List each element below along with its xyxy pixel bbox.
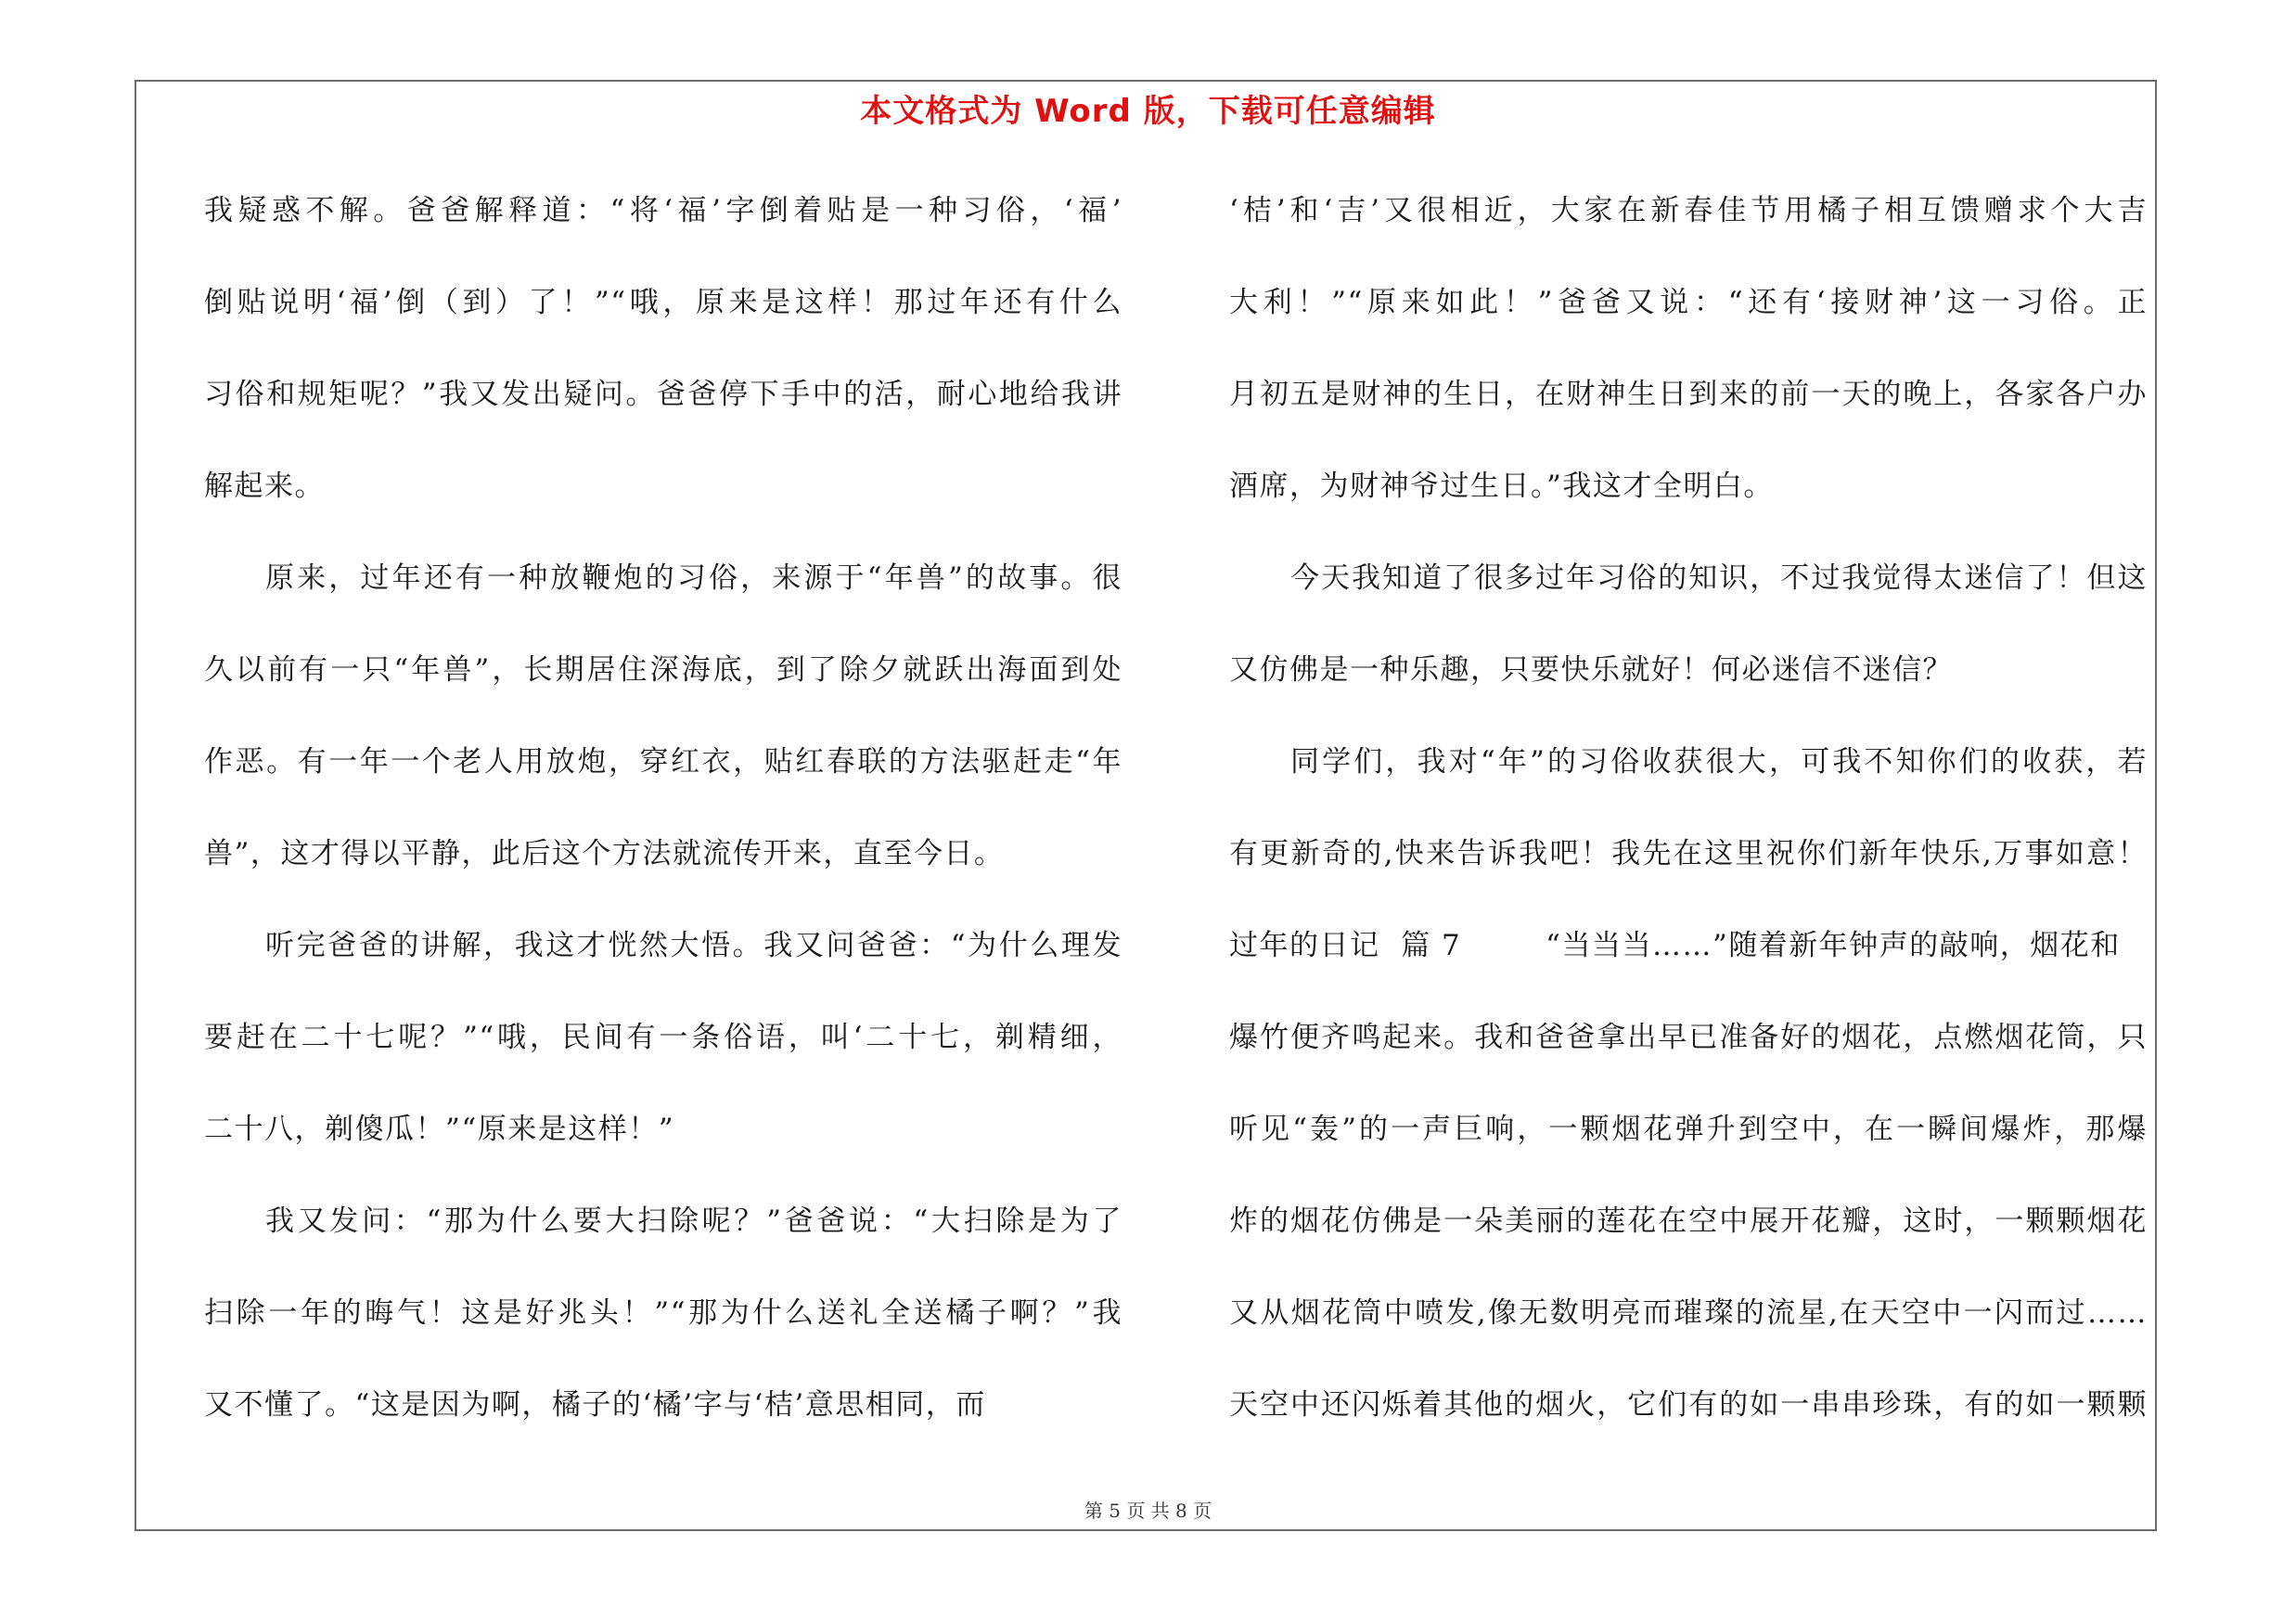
right-column [1229,165,2148,1451]
text-line: 作恶。有一年一个老人用放炮，穿红衣，贴红春联的方法驱赶走“年 [204,745,1122,779]
text-line: 同学们，我对“年”的习俗收获很大，可我不知你们的收获，若 [1290,745,2148,779]
text-line: 有更新奇的,快来告诉我吧！我先在这里祝你们新年快乐,万事如意！ [1229,837,2148,870]
text-line: 今天我知道了很多过年习俗的知识，不过我觉得太迷信了！但这 [1290,561,2148,595]
text-line: 酒席，为财神爷过生日。”我这才全明白。 [1229,470,1774,503]
text-line: 爆竹便齐鸣起来。我和爸爸拿出早已准备好的烟花，点燃烟花筒，只 [1229,1021,2148,1054]
text-line: 兽”，这才得以平静，此后这个方法就流传开来，直至今日。 [204,837,1005,870]
text-line: 又仿佛是一种乐趣，只要快乐就好！何必迷信不迷信？ [1229,653,1953,687]
text-line: 我又发问：“那为什么要大扫除呢？”爸爸说：“大扫除是为了 [265,1204,1122,1238]
page-indicator: 第 5 页 共 8 页 [1084,1500,1212,1522]
text-line: 解起来。 [204,470,325,503]
text-line: 习俗和规矩呢？”我又发出疑问。爸爸停下手中的活，耐心地给我讲 [204,378,1122,411]
section-heading-line: 过年的日记 篇 7 “当当当……”随着新年钟声的敲响，烟花和 [1229,929,2121,962]
text-line: 又不懂了。“这是因为啊，橘子的‘橘’字与‘桔’意思相同，而 [204,1388,986,1422]
text-line: 扫除一年的晦气！这是好兆头！”“那为什么送礼全送橘子啊？”我 [204,1296,1122,1330]
text-line: 大利！”“原来如此！”爸爸又说：“还有‘接财神’这一习俗。正 [1229,286,2148,319]
text-line: 炸的烟花仿佛是一朵美丽的莲花在空中展开花瓣，这时，一颗颗烟花 [1229,1204,2148,1238]
text-line: 原来，过年还有一种放鞭炮的习俗，来源于“年兽”的故事。很 [265,561,1122,595]
left-column [204,165,1122,1451]
text-line: ‘桔’和‘吉’又很相近，大家在新春佳节用橘子相互馈赠求个大吉 [1229,194,2148,227]
text-line: 二十八，剃傻瓜！”“原来是这样！” [204,1113,675,1146]
text-line: 倒贴说明‘福’倒（到）了！”“哦，原来是这样！那过年还有什么 [204,286,1122,319]
text-line: 听完爸爸的讲解，我这才恍然大悟。我又问爸爸：“为什么理发 [265,929,1122,962]
text-line: 要赶在二十七呢？”“哦，民间有一条俗语，叫‘二十七，剃精细， [204,1021,1122,1054]
text-line: 天空中还闪烁着其他的烟火，它们有的如一串串珍珠，有的如一颗颗 [1229,1388,2148,1422]
text-line: 听见“轰”的一声巨响，一颗烟花弹升到空中，在一瞬间爆炸，那爆 [1229,1113,2148,1146]
text-line: 久以前有一只“年兽”，长期居住深海底，到了除夕就跃出海面到处 [204,653,1122,687]
text-line: 我疑惑不解。爸爸解释道：“将‘福’字倒着贴是一种习俗，‘福’ [204,194,1122,227]
header-banner: 本文格式为 Word 版，下载可任意编辑 [860,93,1436,130]
text-line: 月初五是财神的生日，在财神生日到来的前一天的晚上，各家各户办 [1229,378,2148,411]
text-line: 又从烟花筒中喷发,像无数明亮而璀璨的流星,在天空中一闪而过…… [1229,1296,2148,1330]
